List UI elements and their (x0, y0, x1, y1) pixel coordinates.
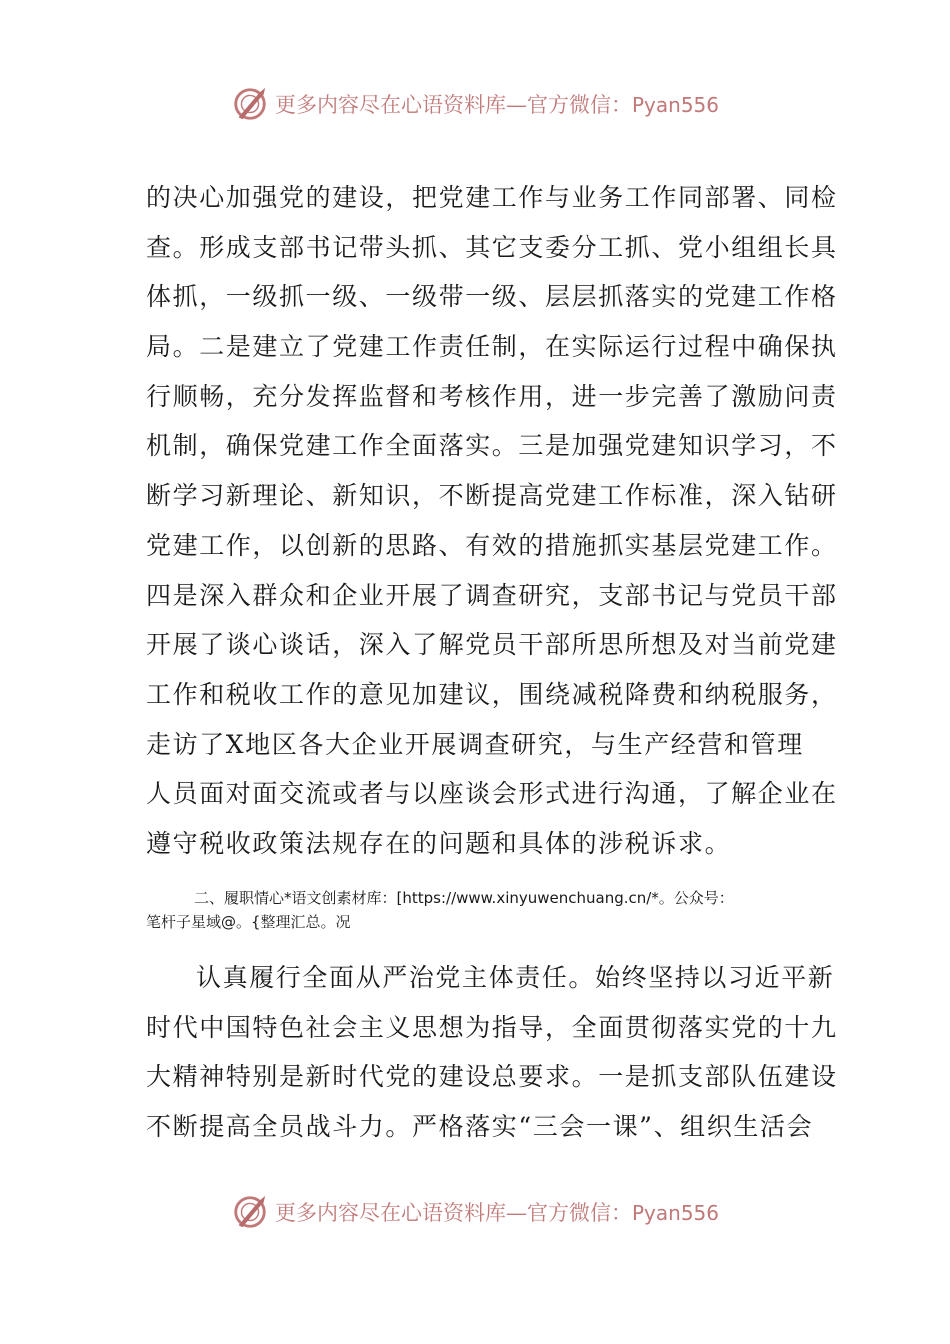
text-line: 的决心加强党的建设，把党建工作与业务工作同部署、同检 (146, 183, 838, 212)
watermark-text: 更多内容尽在心语资料库—官方微信：Pyan556 (274, 93, 719, 117)
text-line: 认真履行全面从严治党主体责任。始终坚持以习近平新 (196, 963, 835, 992)
text-line: 查。形成支部书记带头抓、其它支委分工抓、党小组组长具 (146, 232, 838, 262)
body-paragraph-1 (146, 173, 838, 869)
text-line: 四是深入群众和企业开展了调查研究，支部书记与党员干部 (146, 580, 838, 610)
text-line: 局。二是建立了党建工作责任制，在实际运行过程中确保执 (146, 332, 838, 362)
watermark-banner-top (0, 82, 950, 126)
section-heading-note (146, 886, 826, 934)
text-line: 走访了X地区各大企业开展调查研究，与生产经营和管理 (146, 729, 804, 759)
text-line: 机制，确保党建工作全面落实。三是加强党建知识学习，不 (146, 431, 838, 461)
watermark-banner-bottom (0, 1190, 950, 1234)
heading-line: 笔杆子星域@。{整理汇总。况 (146, 913, 351, 931)
text-line: 断学习新理论、新知识，不断提高党建工作标准，深入钻研 (146, 481, 838, 511)
text-line: 党建工作，以创新的思路、有效的措施抓实基层党建工作。 (146, 530, 838, 560)
text-line: 遵守税收政策法规存在的问题和具体的涉税诉求。 (146, 828, 732, 858)
quill-logo-icon (231, 85, 269, 123)
text-line: 工作和税收工作的意见加建议，围绕减税降费和纳税服务， (146, 679, 838, 709)
text-line: 开展了谈心谈话，深入了解党员干部所思所想及对当前党建 (146, 630, 838, 660)
watermark-text: 更多内容尽在心语资料库—官方微信：Pyan556 (274, 1201, 719, 1225)
quill-logo-icon (231, 1193, 269, 1231)
text-line: 大精神特别是新时代党的建设总要求。一是抓支部队伍建设 (146, 1062, 838, 1092)
heading-line: 二、履职情心*语文创素材库：[https://www.xinyuwenchuang.cn/*。公众号： (194, 889, 734, 907)
wechat-id: Pyan556 (631, 93, 719, 117)
text-line: 体抓，一级抓一级、一级带一级、层层抓落实的党建工作格 (146, 282, 838, 312)
text-line: 人员面对面交流或者与以座谈会形式进行沟通，了解企业在 (146, 779, 838, 809)
wechat-id: Pyan556 (631, 1201, 719, 1225)
body-paragraph-2 (146, 953, 838, 1152)
text-line: 时代中国特色社会主义思想为指导，全面贯彻落实党的十九 (146, 1012, 838, 1042)
text-line: 不断提高全员战斗力。严格落实“三会一课”、组织生活会 (146, 1112, 814, 1142)
text-line: 行顺畅，充分发挥监督和考核作用，进一步完善了激励问责 (146, 381, 838, 411)
